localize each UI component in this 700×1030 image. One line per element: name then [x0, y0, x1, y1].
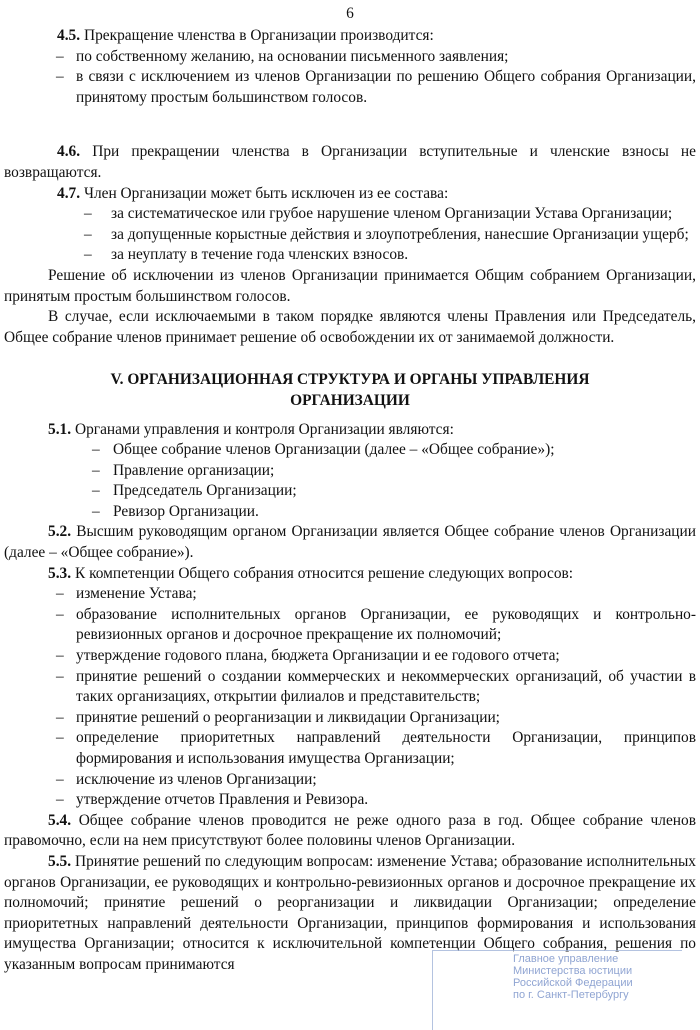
- list-item: – в связи с исключением из членов Организации по решению Общего собрания Организации, принятому простым большинством голосов.: [56, 68, 696, 106]
- clause-number: 5.4.: [48, 811, 72, 829]
- list-item: – Правление организации;: [92, 461, 275, 479]
- section-title: V. ОРГАНИЗАЦИОННАЯ СТРУКТУРА И ОРГАНЫ УПРАВЛЕНИЯ ОРГАНИЗАЦИИ: [110, 371, 590, 409]
- list-item: – принятие решений о создании коммерческих и некоммерческих организаций, об участии в таких организациях, открытии филиалов и представительств;: [56, 667, 696, 706]
- clause-number: 5.3.: [48, 564, 72, 582]
- list-item: – исключение из членов Организации;: [56, 770, 317, 788]
- paragraph-board-dismissal: В случае, если исключаемыми в таком порядке являются члены Правления или Председатель, Общее собрание членов принимает решение об освобождении их от занимаемой должности.: [4, 308, 696, 346]
- paragraph-5-3: 5.3. К компетенции Общего собрания относится решение следующих вопросов:: [48, 564, 574, 582]
- paragraph-5-2: 5.2. Высшим руководящим органом Организации является Общее собрание членов Организации (далее – «Общее собрание»).: [4, 523, 696, 562]
- paragraph-exclusion-decision: Решение об исключении из членов Организации принимается Общим собранием Организации, принятым простым большинством голосов.: [4, 266, 696, 305]
- document-page: [4, 0, 696, 976]
- paragraph-4-5: 4.5. Прекращение членства в Организации производится:: [57, 27, 434, 44]
- clause-number: 4.6.: [57, 143, 81, 161]
- clause-number: 4.5.: [57, 27, 81, 44]
- clause-number: 5.2.: [48, 523, 72, 541]
- paragraph-4-6: 4.6. При прекращении членства в Организации вступительные и членские взносы не возвращаются.: [4, 143, 696, 181]
- paragraph-5-1: 5.1. Органами управления и контроля Организации являются:: [48, 420, 454, 438]
- list-item: – за неуплату в течение года членских взносов.: [84, 246, 409, 264]
- list-item: – Общее собрание членов Организации (далее – «Общее собрание»);: [92, 441, 555, 459]
- list-item: – определение приоритетных направлений деятельности Организации, принципов формирования и использования имущества Организации;: [56, 729, 696, 767]
- list-item: – утверждение отчетов Правления и Ревизора.: [56, 791, 369, 809]
- list-item: – за систематическое или грубое нарушение членом Организации Устава Организации;: [84, 205, 673, 223]
- clause-number: 5.1.: [48, 420, 72, 438]
- list-item: – Ревизор Организации.: [92, 502, 259, 520]
- list-item: – принятие решений о реорганизации и ликвидации Организации;: [56, 708, 500, 726]
- clause-number: 4.7.: [57, 184, 81, 202]
- list-item: – изменение Устава;: [56, 585, 197, 603]
- registration-stamp: Главное управление Министерства юстиции Российской Федерации по г. Санкт-Петербургу: [432, 950, 682, 1030]
- paragraph-5-5: 5.5. Принятие решений по следующим вопросам: изменение Устава; образование исполнительных органов Организации, ее руководящих и контрольно-ревизионных органов и досрочное прекращение их полномочий; принятие решений о реорганизации и ликвидации Организации; определение приоритетных направлений деятельности Организации, принципов формирования и использования имущества Организации; относится к исключительной компетенции Общего собрания, решения по указанным вопросам принимаются: [4, 852, 696, 973]
- list-item: – Председатель Организации;: [92, 482, 297, 500]
- list-item: – утверждение годового плана, бюджета Организации и ее годового отчета;: [56, 647, 560, 665]
- clause-number: 5.5.: [48, 852, 72, 870]
- page-number: 6: [346, 5, 354, 22]
- list-item: – образование исполнительных органов Организации, ее руководящих и контрольно-ревизионных органов и досрочное прекращение их полномочий;: [56, 605, 696, 644]
- paragraph-4-7: 4.7. Член Организации может быть исключен из ее состава:: [57, 184, 449, 202]
- list-item: – по собственному желанию, на основании письменного заявления;: [56, 47, 509, 65]
- paragraph-5-4: 5.4. Общее собрание членов проводится не реже одного раза в год. Общее собрание членов правомочно, если на нем присутствуют более половины членов Организации.: [4, 811, 696, 850]
- list-item: – за допущенные корыстные действия и злоупотребления, нанесшие Организации ущерб;: [84, 225, 689, 243]
